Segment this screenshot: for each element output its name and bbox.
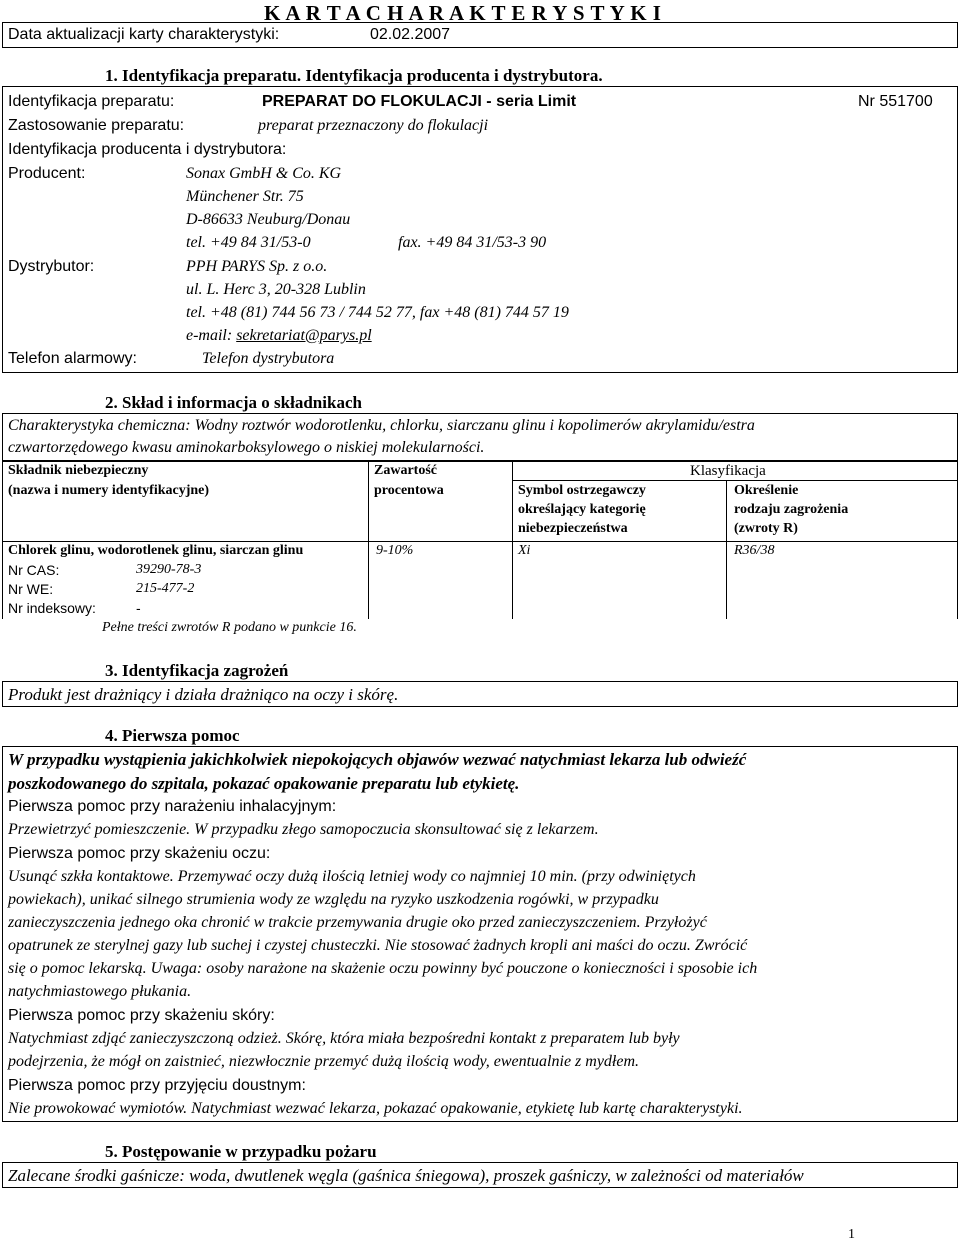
s4-skin-line-2: podejrzenia, że mógł on zaistnieć, niezwłocznie przemyć dużą ilością wody, ewentualnie z mydłem.: [8, 1053, 640, 1070]
section-3-heading: 3. Identyfikacja zagrożeń: [105, 661, 289, 680]
email-link[interactable]: sekretariat@parys.pl: [236, 327, 372, 344]
s4-inhalation-text: Przewietrzyć pomieszczenie. W przypadku złego samopoczucia skonsultować się z lekarzem.: [8, 821, 599, 838]
table-rule-header: [2, 541, 958, 542]
section-5-text: Zalecane środki gaśnicze: woda, dwutlenek węgla (gaśnica śniegowa), proszek gaśniczy, w zależności od materiałów: [8, 1166, 804, 1185]
table-header-symbol-3: niebezpieczeństwa: [518, 521, 628, 536]
s4-eye-line-4: opatrunek ze sterylnej gazy lub suchej i czystej chusteczki. Nie stosować żadnych kropli ani maści do oczu. Zwrócić: [8, 937, 748, 954]
s4-eye-line-6: natychmiastowego płukania.: [8, 983, 192, 1000]
table-header-phrases-2: rodzaju zagrożenia: [734, 502, 849, 517]
s4-inhalation-label: Pierwsza pomoc przy narażeniu inhalacyjnym:: [8, 798, 337, 815]
section-2-heading: 2. Skład i informacja o składnikach: [105, 393, 362, 412]
distributor-label: Dystrybutor:: [8, 258, 95, 275]
table-divider-2: [512, 461, 513, 619]
s4-eye-label: Pierwsza pomoc przy skażeniu oczu:: [8, 845, 271, 862]
section-4-heading: 4. Pierwsza pomoc: [105, 726, 240, 745]
s4-warning-line-1: W przypadku wystąpienia jakichkolwiek niepokojących objawów wezwać natychmiast lekarza lub odwieźć: [8, 750, 747, 769]
table-row-content: 9-10%: [376, 543, 414, 558]
producer-tel: tel. +49 84 31/53-0: [186, 234, 311, 251]
table-header-component: Składnik niebezpieczny: [8, 463, 149, 478]
table-divider-1: [368, 461, 369, 619]
chem-line-2: czwartorzędowego kwasu aminokarboksylowego o niskiej molekularności.: [8, 439, 485, 456]
s4-eye-line-1: Usunąć szkła kontaktowe. Przemywać oczy dużą ilością letniej wody co najmniej 10 min. (przy odwiniętych: [8, 868, 696, 885]
producer-line-1: Sonax GmbH & Co. KG: [186, 165, 342, 182]
section-1-heading: 1. Identyfikacja preparatu. Identyfikacja producenta i dystrybutora.: [105, 66, 603, 85]
section-3-text: Produkt jest drażniący i działa drażniąco na oczy i skórę.: [8, 685, 399, 704]
table-divider-3: [726, 480, 727, 619]
producer-label: Producent:: [8, 165, 86, 182]
document-title: K A R T A C H A R A K T E R Y S T Y K I: [264, 1, 662, 25]
s4-oral-text: Nie prowokować wymiotów. Natychmiast wezwać lekarza, pokazać opakowanie, etykietę lub kartę charakterystyki.: [8, 1100, 743, 1117]
we-label: Nr WE:: [8, 581, 54, 597]
s4-oral-label: Pierwsza pomoc przy przyjęciu doustnym:: [8, 1077, 306, 1094]
table-row-phrases: R36/38: [734, 543, 775, 558]
cas-label: Nr CAS:: [8, 562, 60, 578]
distributor-email: [186, 328, 372, 344]
table-header-phrases-1: Określenie: [734, 483, 799, 498]
table-rule-class: [512, 480, 958, 481]
table-header-symbol-2: określający kategorię: [518, 502, 646, 517]
we-value: 215-477-2: [136, 581, 195, 596]
table-header-phrases-3: (zwroty R): [734, 521, 798, 536]
producer-fax: fax. +49 84 31/53-3 90: [398, 234, 547, 251]
table-row-name: Chlorek glinu, wodorotlenek glinu, siarczan glinu: [8, 543, 304, 558]
producer-line-3: D-86633 Neuburg/Donau: [186, 211, 351, 228]
ident-label: Identyfikacja producenta i dystrybutora:: [8, 141, 287, 158]
s4-warning-line-2: poszkodowanego do szpitala, pokazać opakowanie preparatu lub etykietę.: [8, 774, 520, 793]
section-5-heading: 5. Postępowanie w przypadku pożaru: [105, 1142, 377, 1161]
table-header-symbol-1: Symbol ostrzegawczy: [518, 483, 646, 498]
s4-eye-line-3: zanieczyszczenia jednego oka chronić w trakcie przemywania drugie oko przed zanieczyszczeniem. Przyłożyć: [8, 914, 707, 931]
table-rule-top: [2, 461, 958, 462]
s4-eye-line-5: się o pomoc lekarską. Uwaga: osoby narażone na skażenie oczu powinny być pouczone o konieczności i sposobie ich: [8, 960, 758, 977]
producer-line-2: Münchener Str. 75: [186, 188, 304, 205]
email-label: e-mail:: [186, 327, 237, 344]
table-divider-left: [2, 461, 3, 619]
update-date: 02.02.2007: [370, 26, 451, 43]
table-row-symbol: Xi: [518, 543, 531, 558]
table-header-content: Zawartość: [374, 463, 437, 478]
table-footnote: Pełne treści zwrotów R podano w punkcie 16.: [102, 620, 357, 635]
use-value: preparat przeznaczony do flokulacji: [258, 117, 489, 134]
alarm-label: Telefon alarmowy:: [8, 350, 137, 367]
index-label: Nr indeksowy:: [8, 600, 96, 616]
distributor-line-3: tel. +48 (81) 744 56 73 / 744 52 77, fax +48 (81) 744 57 19: [186, 304, 569, 321]
distributor-line-1: PPH PARYS Sp. z o.o.: [186, 258, 328, 275]
alarm-value: Telefon dystrybutora: [202, 350, 335, 367]
update-label: Data aktualizacji karty charakterystyki:: [8, 26, 280, 43]
table-divider-right: [957, 461, 958, 619]
use-label: Zastosowanie preparatu:: [8, 117, 185, 134]
table-header-classification: Klasyfikacja: [690, 463, 766, 479]
s4-eye-line-2: powiekach), unikać silnego strumienia wody ze względu na ryzyko uszkodzenia rogówki, w przypadku: [8, 891, 659, 908]
table-header-content-sub: procentowa: [374, 483, 444, 498]
distributor-line-2: ul. L. Herc 3, 20-328 Lublin: [186, 281, 366, 298]
prep-nr: Nr 551700: [858, 93, 933, 110]
chem-line-1: Charakterystyka chemiczna: Wodny roztwór wodorotlenku, chlorku, siarczanu glinu i kopolimerów akrylamidu/estra: [8, 417, 755, 434]
s4-skin-label: Pierwsza pomoc przy skażeniu skóry:: [8, 1007, 275, 1024]
s4-skin-line-1: Natychmiast zdjąć zanieczyszczoną odzież. Skórę, która miała bezpośredni kontakt z preparatem lub były: [8, 1030, 680, 1047]
table-header-component-sub: (nazwa i numery identyfikacyjne): [8, 483, 210, 498]
cas-value: 39290-78-3: [136, 562, 202, 577]
index-value: -: [136, 600, 141, 616]
prep-label: Identyfikacja preparatu:: [8, 93, 175, 110]
page-number: 1: [848, 1227, 855, 1242]
prep-name: PREPARAT DO FLOKULACJI - seria Limit: [262, 93, 577, 110]
